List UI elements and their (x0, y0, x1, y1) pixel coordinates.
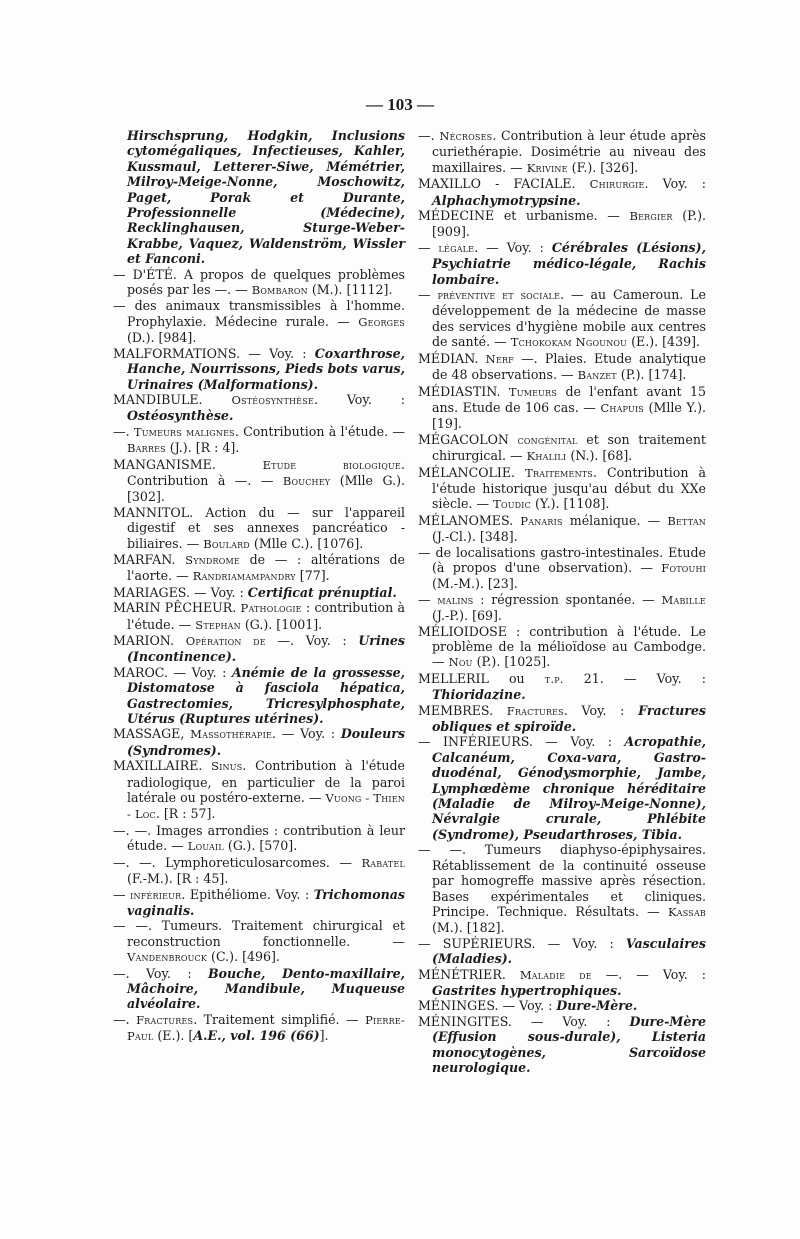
entry-italic-text: Douleurs (Syndromes). (127, 726, 405, 758)
entry-text: — —. Tumeurs diaphyso-épiphysaires. Rétablissement de la continuité osseuse par homogreffe massive après résection. Bases expérimentales et cliniques. Principe. Technique. Résultats. — (418, 842, 706, 919)
entry-text: —. (113, 1011, 137, 1027)
entry-text: . Traitement simplifié. — (193, 1011, 366, 1027)
entry-text: . [R : 57]. (155, 806, 216, 822)
index-entry (418, 513, 706, 545)
entry-text: (M.-M.). [23]. (432, 576, 518, 592)
index-entry (113, 346, 405, 392)
index-entry (113, 505, 405, 552)
entry-text: —. Voy. : (113, 965, 208, 981)
entry-smallcaps-text: Banzet (577, 368, 617, 383)
index-entry (113, 823, 405, 855)
index-entry (113, 600, 405, 633)
entry-text: . Contribution à leur étude après curiethérapie. Dosimétrie au niveau des maxillaires. — (432, 128, 706, 175)
index-entry (418, 240, 706, 287)
entry-italic-text: Anémie de la grossesse, Distomatose à fasciola hépatica, Gastrectomies, Tricresylphosphate, Utérus (Ruptures utérines). (127, 664, 405, 727)
entry-italic-text: Thioridazine. (432, 687, 526, 703)
index-entry (113, 552, 405, 585)
entry-smallcaps-text: Ostéosynthèse (231, 392, 314, 407)
entry-smallcaps-text: Bombaron (251, 283, 308, 298)
entry-smallcaps-text: Pierre-Paul (127, 1012, 405, 1044)
entry-italic-text: Certificat prénuptial. (247, 584, 397, 600)
entry-text: . — Voy. : (272, 726, 341, 742)
entry-text: (Mlle Y.). [19]. (432, 399, 706, 432)
entry-text: . Epithéliome. Voy. : (181, 886, 314, 902)
entry-smallcaps-text: Mabille (661, 592, 706, 607)
index-entry (418, 671, 706, 703)
entry-smallcaps-text: Bergier (629, 209, 673, 224)
entry-text: (E.). [ (153, 1028, 194, 1044)
entry-text: . — Voy. : (474, 239, 552, 255)
index-entry (113, 665, 405, 727)
index-entry (113, 633, 405, 665)
entry-smallcaps-text: Fractures (506, 703, 564, 718)
entry-text: —. —. Images arrondies : contribution à leur étude. — (113, 822, 405, 854)
index-entry (113, 298, 405, 345)
entry-text: MALFORMATIONS. — Voy. : (113, 345, 315, 361)
entry-text: MAROC. — Voy. : (113, 664, 232, 680)
entry-smallcaps-text: Georges (358, 314, 405, 329)
entry-text: MARFAN. (113, 551, 186, 567)
entry-smallcaps-text: inférieur (130, 887, 182, 902)
entry-italic-text: Trichomonas vaginalis. (127, 886, 405, 918)
entry-text: — SUPÉRIEURS. — Voy. : (418, 935, 626, 951)
entry-text: MÉLANCOLIE. (418, 464, 526, 480)
entry-text: — des animaux transmissibles à l'homme. Prophylaxie. Médecine rurale. — (113, 298, 405, 329)
entry-smallcaps-text: Nou (448, 655, 473, 670)
index-entry (113, 855, 405, 887)
entry-text: 21. — Voy. : (563, 670, 707, 686)
entry-text: — INFÉRIEURS. — Voy. : (418, 734, 625, 750)
entry-smallcaps-text: Panaris (520, 513, 563, 528)
index-entry (113, 267, 405, 299)
entry-smallcaps-text: Chapuis (600, 400, 644, 415)
entry-text: —. (418, 128, 440, 143)
entry-italic-text: Acropathie, Calcanéum, Coxa-vara, Gastro-duodénal, Génodysmorphie, Jambe, Lymphœdème chronique héréditaire (Maladie de Milroy-Meige-Nonne), Névralgie crurale, Phlébite (Syndrome), Pseudarthroses, Tibia. (432, 734, 706, 842)
entry-text: — de localisations gastro-intestinales. Etude (à propos d'une observation). — (418, 544, 706, 575)
entry-text: MAXILLAIRE. (113, 758, 212, 774)
entry-text: —. Voy. : (265, 633, 359, 648)
entry-smallcaps-text: Massothérapie (190, 727, 273, 742)
entry-text: (D.). [984]. (127, 330, 197, 346)
index-entry (113, 758, 405, 823)
entry-text: MÉNINGITES. — Voy. : (418, 1013, 630, 1029)
entry-smallcaps-text: Stephan (195, 617, 241, 632)
index-entry (418, 592, 706, 624)
index-entry (418, 734, 706, 842)
entry-text: . Contribution à l'étude. — (234, 423, 405, 439)
entry-smallcaps-text: Bettan (667, 513, 706, 528)
index-entry (113, 392, 405, 424)
entry-text: —. —. Lymphoreticulosarcomes. — (113, 854, 362, 870)
entry-text: — D'ÉTÉ. A propos de quelques problèmes posés par les —. — (113, 266, 405, 298)
index-entry (418, 545, 706, 592)
entry-text: (P.). [174]. (616, 367, 687, 383)
index-entry (418, 351, 706, 384)
entry-italic-text: Urines (Incontinence). (127, 633, 405, 665)
entry-italic-text: Alphachymotrypsine. (432, 192, 581, 208)
left-column (113, 128, 405, 1045)
entry-text: MANGANISME. (113, 456, 263, 472)
index-entry (418, 624, 706, 671)
entry-smallcaps-text: malins (437, 592, 474, 607)
entry-smallcaps-text: Toudic (493, 497, 531, 512)
entry-text: MANNITOL. Action du — sur l'appareil digestif et ses annexes pancréatico - biliaires. — (113, 504, 405, 551)
entry-text: MARIN PÊCHEUR. (113, 600, 241, 616)
entry-text: . — au Cameroun. Le développement de la médecine de masse des services d'hygiène mobile aux centres de santé. — (432, 287, 706, 350)
entry-text: (N.). [68]. (566, 448, 633, 464)
entry-text: MÉDIASTIN. (418, 383, 509, 399)
entry-italic-text: Fractures obliques et spiroïde. (432, 702, 706, 735)
entry-italic-text: Hirschsprung, Hodgkin, Inclusions cytomégaliques, Infectieuses, Kahler, Kussmaul, Letterer-Siwe, Mémétrier, Milroy-Meige-Nonne, Moschowitz, Paget, Porak et Durante, Professionnelle (Médecine), Recklinghausen, Sturge-Weber-Krabbe, Vaquez, Waldenström, Wissler et Fanconi. (127, 128, 405, 267)
entry-text: de — : altérations de l'aorte. — (127, 551, 405, 584)
entry-smallcaps-text: Vandenbrouck (127, 950, 208, 965)
entry-text: — (418, 287, 438, 303)
entry-text: —. — Voy. : (591, 966, 707, 982)
entry-smallcaps-text: Tumeurs (508, 384, 558, 399)
entry-text: (F.-M.). [R : 45]. (127, 871, 229, 887)
entry-text: MÉDECINE et urbanisme. — (418, 208, 630, 224)
entry-text: (F.). [326]. (567, 159, 639, 175)
entry-smallcaps-text: t.p. (544, 671, 564, 686)
entry-text: — (113, 886, 131, 902)
index-entry (113, 128, 405, 267)
entry-text: MÉNÉTRIER. (418, 966, 520, 982)
entry-text: (Y.). [1108]. (530, 496, 610, 512)
entry-italic-text: Cérébrales (Lésions), Psychiatrie médico-légale, Rachis lombaire. (432, 239, 706, 287)
entry-smallcaps-text: congénital (517, 432, 578, 447)
entry-text: MÉLIOIDOSE : contribution à l'étude. Le problème de la mélioïdose au Cambodge. — (418, 623, 706, 670)
entry-smallcaps-text: Fotouhi (661, 560, 706, 575)
entry-smallcaps-text: Randriamampandry (192, 569, 296, 584)
index-entry (113, 966, 405, 1012)
index-entry (113, 918, 405, 965)
entry-text: (P.). [909]. (432, 208, 706, 240)
entry-text: (M.). [182]. (432, 920, 505, 936)
index-entry (113, 424, 405, 457)
entry-text: : régression spontanée. — (473, 591, 662, 607)
entry-text: (C.). [496]. (207, 949, 280, 965)
index-entry (418, 128, 706, 176)
entry-text: MEMBRES. (418, 702, 507, 718)
index-entry (113, 457, 405, 505)
entry-text: MASSAGE, (113, 726, 191, 742)
entry-text: ]. (319, 1028, 329, 1044)
entry-text: (Mlle C.). [1076]. (249, 535, 364, 551)
entry-text: . Voy. : (313, 391, 406, 407)
index-entry (418, 384, 706, 432)
index-entry (418, 936, 706, 967)
entry-text: —. Plaies. Etude analytique de 48 observations. — (432, 350, 706, 383)
entry-smallcaps-text: Tchokokam Ngounou (510, 335, 628, 350)
entry-text: — —. Tumeurs. Traitement chirurgical et reconstruction fonctionnelle. — (113, 918, 405, 949)
entry-text: . Voy. : (563, 702, 639, 718)
entry-text: MÉNINGES. — Voy. : (418, 998, 557, 1014)
entry-text: — (418, 239, 439, 255)
index-entry (418, 1014, 706, 1076)
entry-text: . Contribution à —. — (127, 456, 405, 488)
entry-smallcaps-text: Syndrome (185, 552, 240, 567)
entry-smallcaps-text: Nécroses (439, 129, 493, 143)
entry-text: (Mlle G.). [302]. (127, 472, 405, 505)
entry-text: MANDIBULE. (113, 391, 232, 407)
index-entry (418, 287, 706, 351)
entry-italic-text: Vasculaires (Maladies). (432, 935, 706, 967)
entry-smallcaps-text: légale (438, 240, 475, 255)
entry-italic-text: Dure-Mère (Effusion sous-durale), Listeria monocytogènes, Sarcoïdose neurologique. (432, 1013, 706, 1075)
entry-text: (E.). [439]. (627, 334, 701, 350)
entry-smallcaps-text: Barres (127, 441, 166, 456)
index-entry (113, 726, 405, 758)
entry-smallcaps-text: Krivine (526, 160, 568, 175)
page-number: — 103 — (366, 95, 434, 114)
entry-smallcaps-text: Chirurgie (589, 177, 645, 192)
entry-smallcaps-text: Pathologie (240, 601, 302, 616)
index-entry (418, 465, 706, 513)
entry-smallcaps-text: Maladie de (519, 967, 592, 982)
entry-text: (J.-P.). [69]. (432, 608, 502, 624)
entry-smallcaps-text: Nerf (485, 351, 514, 366)
entry-text: —. (113, 423, 134, 439)
entry-text: MAXILLO - FACIALE. (418, 176, 590, 192)
entry-text: (J.). [R : 4]. (165, 440, 240, 456)
entry-smallcaps-text: Sinus (211, 759, 243, 774)
entry-smallcaps-text: Vuong - Thien - Loc (127, 791, 405, 822)
entry-text: . Contribution à l'étude radiologique, en particulier de la paroi latérale ou postéro-externe. — (127, 758, 405, 806)
entry-text: et son traitement chirurgical. — (432, 431, 706, 464)
index-entry (418, 176, 706, 208)
entry-text: mélanique. — (562, 512, 668, 528)
entry-smallcaps-text: Kassab (667, 904, 706, 919)
index-entry (418, 842, 706, 935)
entry-smallcaps-text: Fractures (136, 1012, 194, 1027)
index-entry (113, 585, 405, 600)
entry-text: MELLERIL ou (418, 670, 545, 686)
entry-text: . Contribution à l'étude historique jusqu'au début du XXe siècle. — (432, 464, 706, 512)
entry-italic-text: Dure-Mère. (556, 998, 638, 1014)
entry-text: MARION. (113, 633, 186, 648)
entry-smallcaps-text: Etude biologique (262, 457, 401, 472)
entry-smallcaps-text: Opération de (185, 634, 266, 648)
entry-text: (G.). [570]. (223, 838, 298, 854)
right-column (418, 128, 706, 1075)
index-entry (418, 208, 706, 240)
entry-smallcaps-text: Traitements (525, 465, 593, 480)
entry-italic-text: Coxarthrose, Hanche, Nourrissons, Pieds bots varus, Urinaires (Malformations). (127, 345, 405, 392)
entry-smallcaps-text: Bouchey (282, 473, 331, 488)
entry-italic-text: Ostéosynthèse. (127, 408, 234, 424)
entry-text: (G.). [1001]. (240, 616, 323, 632)
entry-italic-text: Gastrites hypertrophiques. (432, 982, 622, 998)
entry-text: (J.-Cl.). [348]. (432, 529, 518, 545)
entry-smallcaps-text: Boulard (203, 536, 250, 551)
index-entry (418, 998, 706, 1013)
entry-smallcaps-text: Khalili (526, 449, 567, 464)
index-entry (113, 887, 405, 919)
entry-italic-text: Bouche, Dento-maxillaire, Mâchoire, Mandibule, Muqueuse alvéolaire. (127, 965, 405, 1012)
entry-italic-text: A.E., vol. 196 (66) (193, 1028, 320, 1044)
entry-smallcaps-text: Louail (187, 839, 224, 854)
entry-text: (P.). [1025]. (472, 654, 551, 670)
entry-text: (M.). [1112]. (307, 282, 393, 298)
entry-smallcaps-text: préventive et sociale (437, 288, 561, 303)
entry-text: MÉGACOLON (418, 431, 518, 447)
entry-text: de l'enfant avant 15 ans. Etude de 106 cas. — (432, 383, 706, 415)
entry-text: : contribution à l'étude. — (127, 600, 405, 632)
entry-smallcaps-text: Rabatel (361, 855, 405, 870)
entry-text: [77]. (295, 568, 330, 584)
index-entry (113, 1012, 405, 1045)
index-entry (418, 703, 706, 735)
entry-smallcaps-text: Tumeurs malignes (133, 424, 235, 439)
entry-text: MÉDIAN. (418, 350, 486, 366)
index-entry (418, 967, 706, 999)
index-entry (418, 432, 706, 465)
entry-text: — (418, 591, 438, 607)
entry-text: . Voy. : (644, 176, 707, 192)
entry-text: MÉLANOMES. (418, 512, 521, 528)
entry-text: MARIAGES. — Voy. : (113, 584, 248, 600)
